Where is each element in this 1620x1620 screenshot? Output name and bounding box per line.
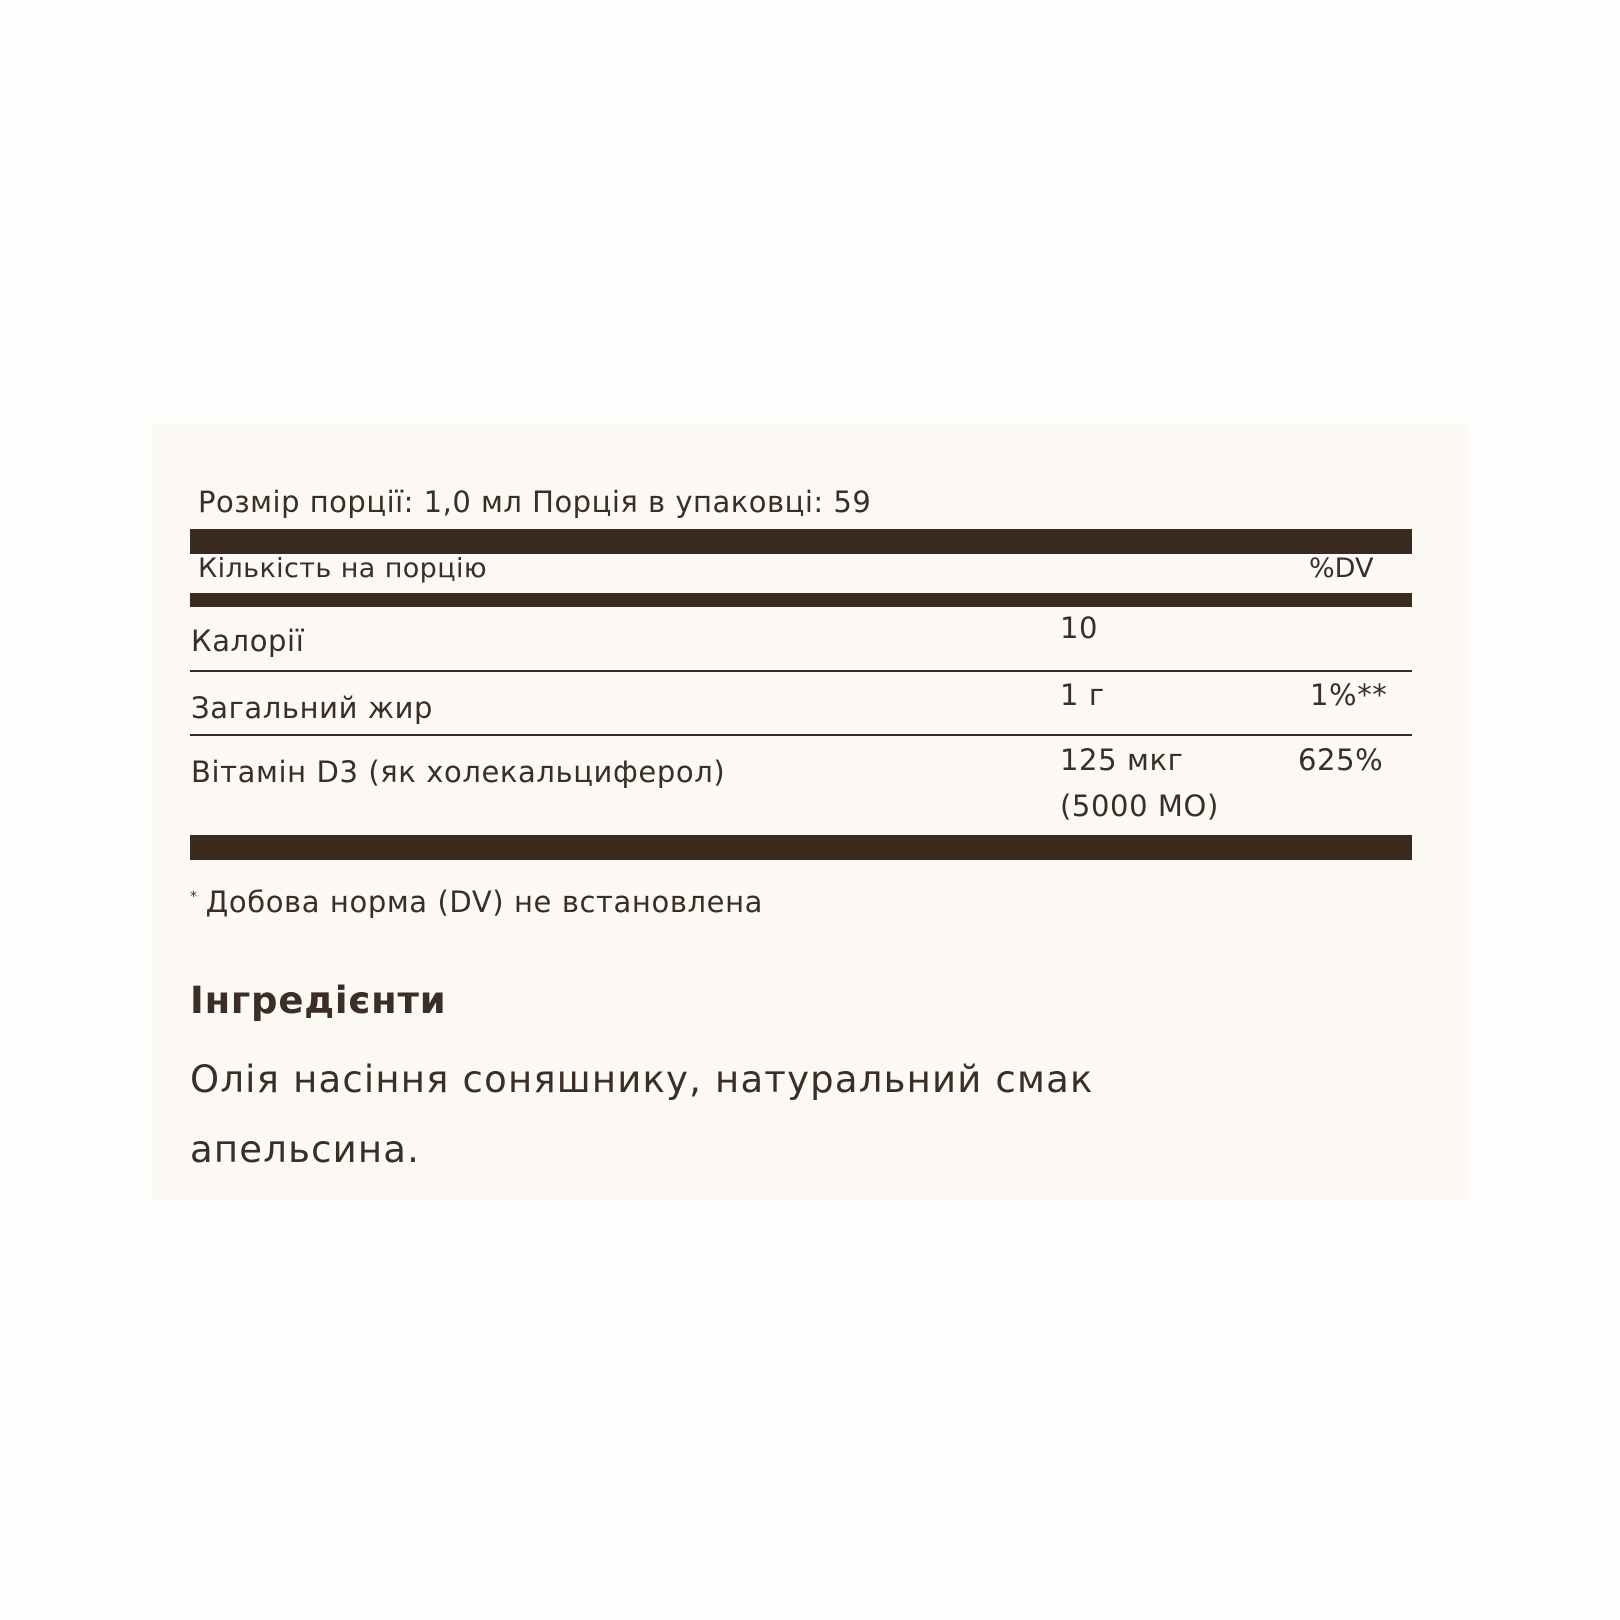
footnote [190, 885, 763, 919]
amount-per-serving-header: Кількість на порцію [198, 553, 488, 584]
serving-info: Розмір порції: 1,0 мл Порція в упаковці: 59 [198, 485, 872, 519]
heavy-rule-top [190, 529, 1412, 554]
row-vitamin-d3-amount [1060, 737, 1219, 829]
heavy-rule-middle [190, 593, 1412, 607]
row-divider [190, 670, 1412, 672]
row-calories-name: Калорії [191, 624, 305, 658]
row-vitamin-d3-amount-mcg: 125 мкг [1060, 743, 1184, 777]
row-divider [190, 734, 1412, 736]
ingredients-text: Олія насіння соняшнику, натуральний смак апельсина. [190, 1058, 1094, 1171]
footnote-text: Добова норма (DV) не встановлена [205, 885, 764, 919]
row-calories-amount: 10 [1060, 611, 1099, 645]
row-total-fat-name: Загальний жир [191, 691, 434, 725]
footnote-mark: * [190, 889, 198, 905]
row-total-fat-amount: 1 г [1060, 678, 1105, 712]
supplement-facts-panel [152, 423, 1468, 1199]
row-vitamin-d3-dv: 625% [1298, 743, 1384, 777]
heavy-rule-bottom [190, 835, 1412, 860]
row-total-fat-dv: 1%** [1310, 678, 1388, 712]
row-vitamin-d3-name: Вітамін D3 (як холекальциферол) [191, 755, 726, 789]
row-vitamin-d3-amount-iu: (5000 МО) [1060, 789, 1219, 823]
ingredients-title: Інгредієнти [190, 979, 447, 1022]
dv-header: %DV [1309, 553, 1374, 584]
